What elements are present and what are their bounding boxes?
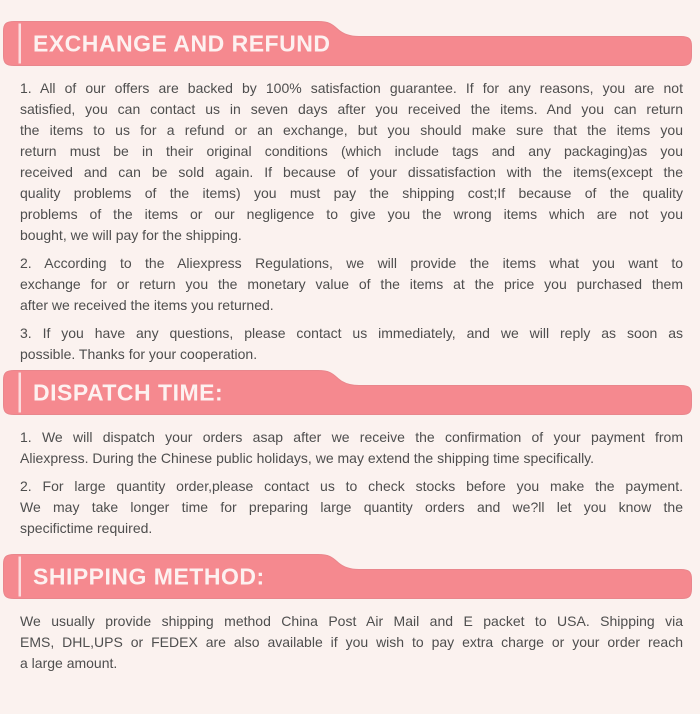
text-line: 2. For large quantity order,please contact us to check stocks before you make the payment. — [20, 478, 683, 494]
paragraph — [20, 253, 683, 316]
banner-accent-line — [19, 557, 22, 597]
paragraph — [20, 427, 683, 469]
section-title: EXCHANGE AND REFUND — [33, 30, 331, 56]
section-banner — [2, 554, 694, 599]
banner-accent-line — [19, 24, 22, 64]
section-title: SHIPPING METHOD: — [33, 563, 265, 589]
text-line: after we received the items you returned. — [20, 297, 274, 313]
text-line: the items to us for a refund or an exchange, but you should make sure that the items you — [20, 122, 683, 138]
text-line: bought, we will pay for the shipping. — [20, 227, 242, 243]
policy-page — [0, 21, 700, 714]
text-line: possible. Thanks for your cooperation. — [20, 346, 258, 362]
text-line: a large amount. — [20, 655, 118, 671]
text-line: 3. If you have any questions, please contact us immediately, and we will reply as soon as — [20, 325, 683, 341]
text-line: received and can be sold again. If because of your dissatisfaction with the items(except the — [20, 164, 683, 180]
paragraph — [20, 611, 683, 674]
text-line: 1. All of our offers are backed by 100% satisfaction guarantee. If for any reasons, you are not — [20, 80, 683, 96]
text-line: We usually provide shipping method China Post Air Mail and E packet to USA. Shipping via — [20, 613, 683, 629]
section-banner — [2, 21, 694, 66]
paragraph — [20, 78, 683, 246]
section-exchange-and-refund — [0, 21, 700, 365]
banner-accent-line — [19, 373, 22, 413]
section-body — [20, 427, 683, 539]
text-line: We may take longer time for preparing large quantity orders and we?ll let you know the — [20, 499, 683, 515]
text-line: 2. According to the Aliexpress Regulations, we will provide the items what you want to — [20, 255, 683, 271]
text-line: specifictime required. — [20, 520, 153, 536]
text-line: satisfied, you can contact us in seven days after you received the items. And you can return — [20, 101, 683, 117]
section-shipping-method — [0, 554, 700, 674]
section-dispatch-time — [0, 370, 700, 539]
paragraph — [20, 323, 683, 365]
section-body — [20, 78, 683, 365]
text-line: problems of the items or our negligence to give you the wrong items which are not you — [20, 206, 683, 222]
text-line: 1. We will dispatch your orders asap after we receive the confirmation of your payment from — [20, 429, 683, 445]
section-banner — [2, 370, 694, 415]
text-line: quality problems of the items) you must pay the shipping cost;If because of the quality — [20, 185, 683, 201]
section-body — [20, 611, 683, 674]
text-line: exchange for or return you the monetary value of the items at the price you purchased them — [20, 276, 683, 292]
text-line: EMS, DHL,UPS or FEDEX are also available if you wish to pay extra charge or your order reach — [20, 634, 683, 650]
paragraph — [20, 476, 683, 539]
section-title: DISPATCH TIME: — [33, 379, 224, 405]
text-line: Aliexpress. During the Chinese public holidays, we may extend the shipping time specifically. — [20, 450, 595, 466]
text-line: return must be in their original conditions (which include tags and any packaging)as you — [20, 143, 683, 159]
